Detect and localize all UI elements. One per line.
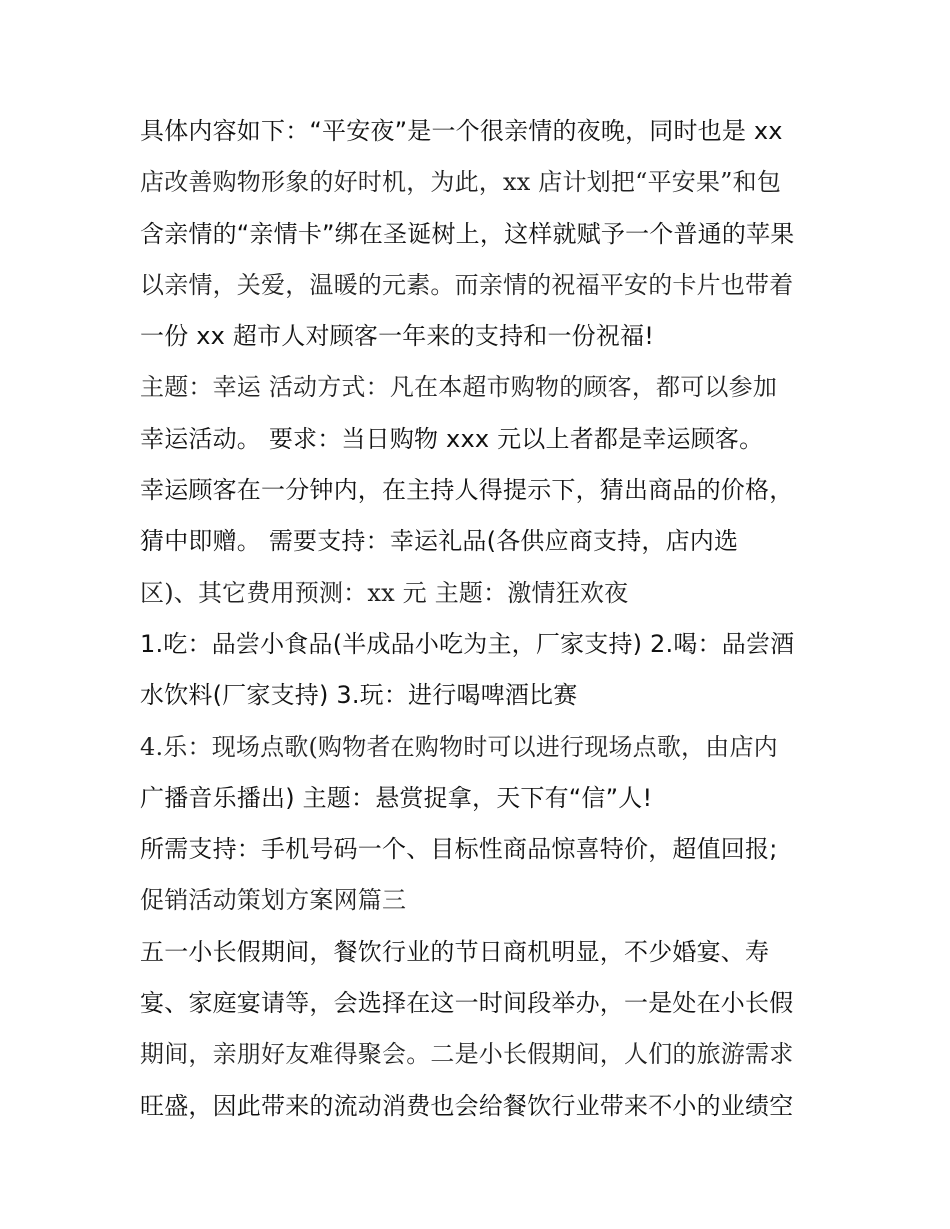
text-line: 猜中即赠。 需要支持：幸运礼品(各供应商支持，店内选 (140, 527, 739, 556)
section-heading: 促销活动策划方案网篇三 (140, 886, 407, 915)
text-line: 4.乐：现场点歌(购物者在购物时可以进行现场点歌，由店内 (140, 732, 778, 761)
text-line: 幸运顾客在一分钟内，在主持人得提示下，猜出商品的价格， (140, 476, 794, 505)
text-line: 旺盛，因此带来的流动消费也会给餐饮行业带来不小的业绩空 (140, 1091, 794, 1120)
text-line: 含亲情的“亲情卡”绑在圣诞树上，这样就赋予一个普通的苹果 (140, 219, 795, 248)
text-line: 以亲情，关爱，温暖的元素。而亲情的祝福平安的卡片也带着 (140, 270, 794, 299)
text-line: 期间，亲朋好友难得聚会。二是小长假期间，人们的旅游需求 (140, 1040, 794, 1069)
text-line: 1.吃：品尝小食品(半成品小吃为主，厂家支持) 2.喝：品尝酒 (140, 629, 795, 658)
text-line: 五一小长假期间，餐饮行业的节日商机明显，不少婚宴、寿 (140, 937, 770, 966)
text-line: 幸运活动。 要求：当日购物 xxx 元以上者都是幸运顾客。 (140, 424, 764, 453)
text-line: 主题：幸运 活动方式：凡在本超市购物的顾客，都可以参加 (140, 373, 778, 402)
text-line: 所需支持：手机号码一个、目标性商品惊喜特价，超值回报; (140, 835, 778, 864)
text-line: 一份 xx 超市人对顾客一年来的支持和一份祝福! (140, 322, 655, 351)
text-line: 区)、其它费用预测：xx 元 主题：激情狂欢夜 (140, 578, 629, 607)
text-line: 宴、家庭宴请等，会选择在这一时间段举办，一是处在小长假 (140, 989, 794, 1018)
text-line: 具体内容如下：“平安夜”是一个很亲情的夜晚，同时也是 xx (140, 117, 783, 145)
text-line: 水饮料(厂家支持) 3.玩：进行喝啤酒比赛 (140, 681, 578, 710)
text-line: 广播音乐播出) 主题：悬赏捉拿，天下有“信”人! (140, 783, 653, 812)
text-line: 店改善购物形象的好时机，为此，xx 店计划把“平安果”和包 (140, 168, 782, 197)
body-text (140, 106, 830, 1132)
